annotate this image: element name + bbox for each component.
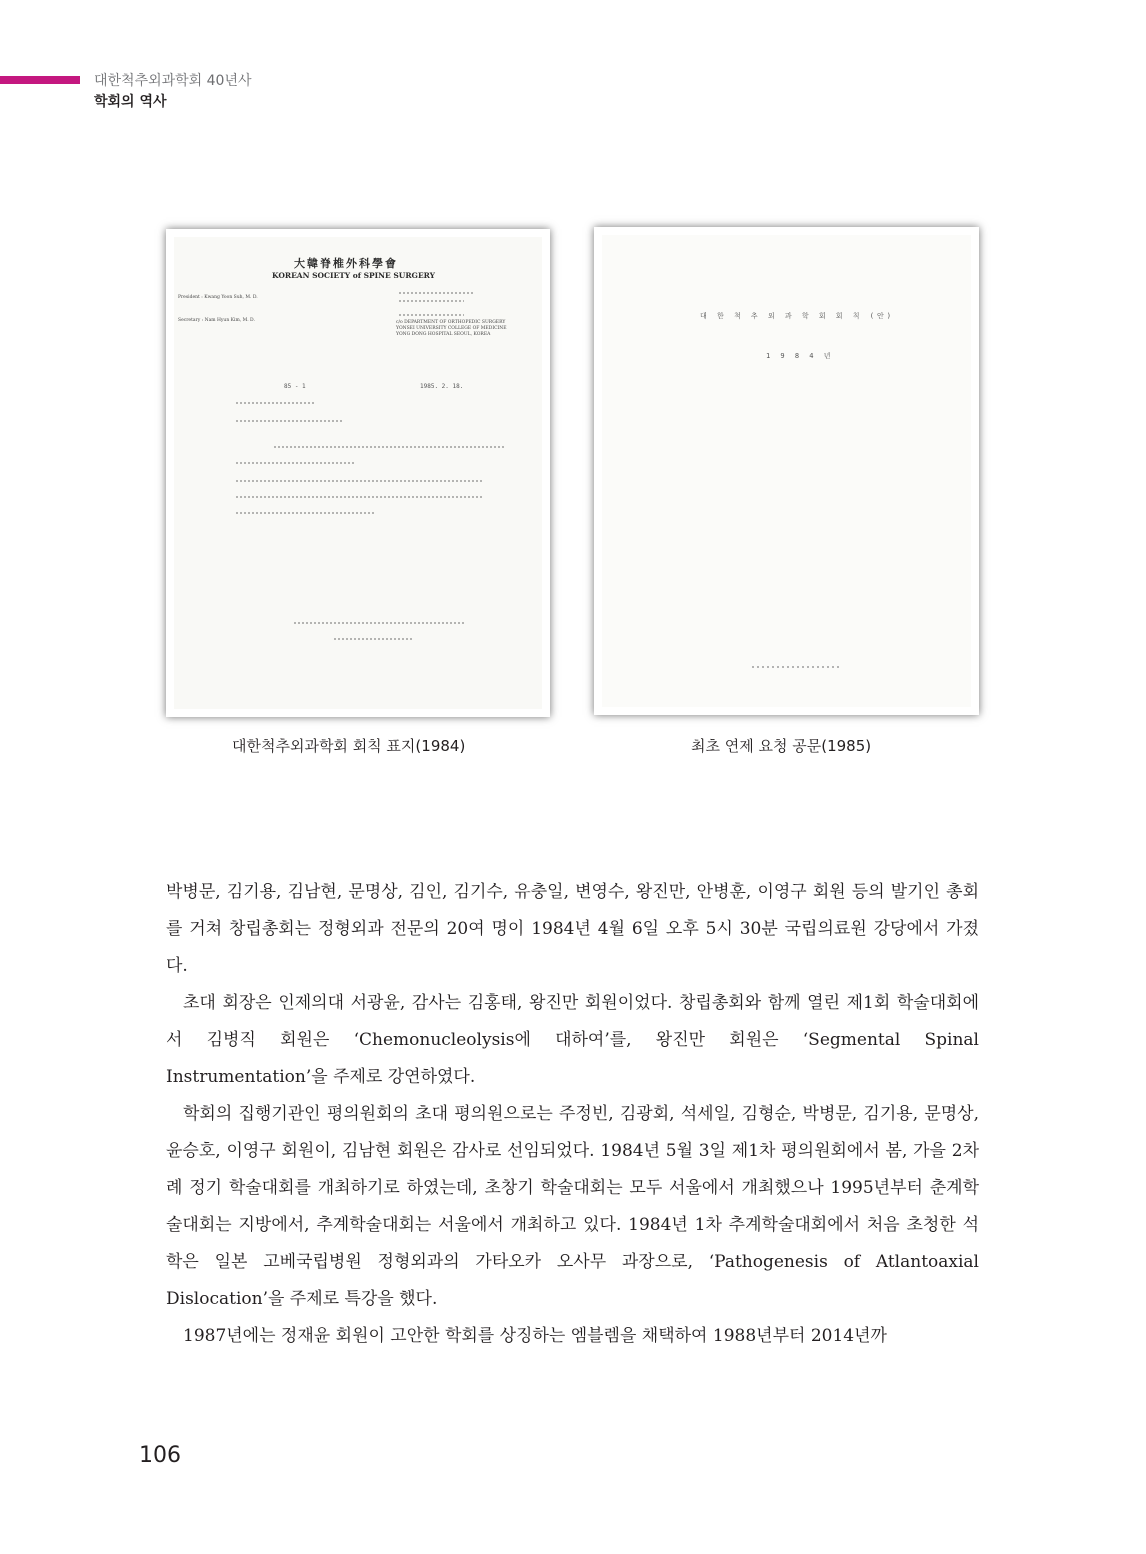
- body-paragraph: 박병문, 김기용, 김남현, 문명상, 김인, 김기수, 유충일, 변영수, 왕진만, 안병훈, 이영구 회원 등의 발기인 총회를 거쳐 창립총회는 정형외과 전문의 20여 명이 1984년 4월 6일 오후 5시 30분 국립의료원 강당에서 가졌다.: [166, 882, 979, 976]
- scanned-cover: [602, 235, 971, 707]
- body-paragraph: 1987년에는 정재윤 회원이 고안한 학회를 상징하는 엠블렘을 채택하여 1988년부터 2014년까: [183, 1326, 887, 1346]
- cover-title: 대 한 척 추 외 과 학 회 회 칙 (안): [700, 312, 894, 320]
- cover-footer-mark: [602, 235, 971, 707]
- letterhead-address-line: YONG DONG HOSPITAL SEOUL, KOREA: [396, 332, 491, 337]
- letterhead-address-line: c/o DEPARTMENT OF ORTHOPEDIC SURGERY: [396, 320, 506, 325]
- page-number: 106: [139, 1443, 181, 1468]
- figure-left-document-image: [166, 229, 550, 717]
- letter-date: 1985. 2. 18.: [420, 383, 464, 390]
- figure-left-caption: 대한척추외과학회 회칙 표지(1984): [232, 737, 466, 755]
- scanned-letter: [174, 237, 542, 709]
- header-accent-bar: [0, 76, 80, 84]
- letterhead-president: President : Kwang Yoon Suh, M. D.: [178, 295, 258, 300]
- letter-body-scribbles: [174, 237, 542, 709]
- body-paragraph: 초대 회장은 인제의대 서광윤, 감사는 김홍태, 왕진만 회원이었다. 창립총회와 함께 열린 제1회 학술대회에서 김병직 회원은 ‘Chemonucleolysis에 대하여’를, 왕진만 회원은 ‘Segmental Spinal Instrumentation’을 주제로 강연하였다.: [166, 993, 979, 1087]
- running-header-book-title: 대한척추외과학회 40년사: [94, 73, 252, 89]
- body-paragraph: 학회의 집행기관인 평의원회의 초대 평의원으로는 주정빈, 김광회, 석세일, 김형순, 박병문, 김기용, 문명상, 윤승호, 이영구 회원이, 김남현 회원은 감사로 선임되었다. 1984년 5월 3일 제1차 평의원회에서 봄, 가을 2차례 정기 학술대회를 개최하기로 하였는데, 초창기 학술대회는 모두 서울에서 개최했으나 1995년부터 춘계학술대회는 지방에서, 추계학술대회는 서울에서 개최하고 있다. 1984년 1차 추계학술대회에서 처음 초청한 석학은 일본 고베국립병원 정형외과의 가타오카 오사무 과장으로, ‘Pathogenesis of Atlantoaxial Dislocation’을 주제로 특강을 했다.: [166, 1104, 979, 1309]
- running-header-section-title: 학회의 역사: [94, 94, 167, 110]
- letterhead-title-hanja: 大韓脊椎外科學會: [294, 257, 398, 270]
- figure-right-caption: 최초 연제 요청 공문(1985): [691, 737, 872, 755]
- cover-year: 1 9 8 4 년: [766, 352, 834, 360]
- letter-reference-number: 85 - 1: [284, 383, 306, 390]
- letterhead-title-english: KOREAN SOCIETY of SPINE SURGERY: [272, 271, 436, 280]
- letterhead-address-line: YONSEI UNIVERSITY COLLEGE OF MEDICINE: [396, 326, 507, 331]
- letterhead-secretary: Secretary : Nam Hyun Kim, M. D.: [178, 318, 255, 323]
- figure-right-document-image: [594, 227, 979, 715]
- body-text: [166, 874, 979, 1355]
